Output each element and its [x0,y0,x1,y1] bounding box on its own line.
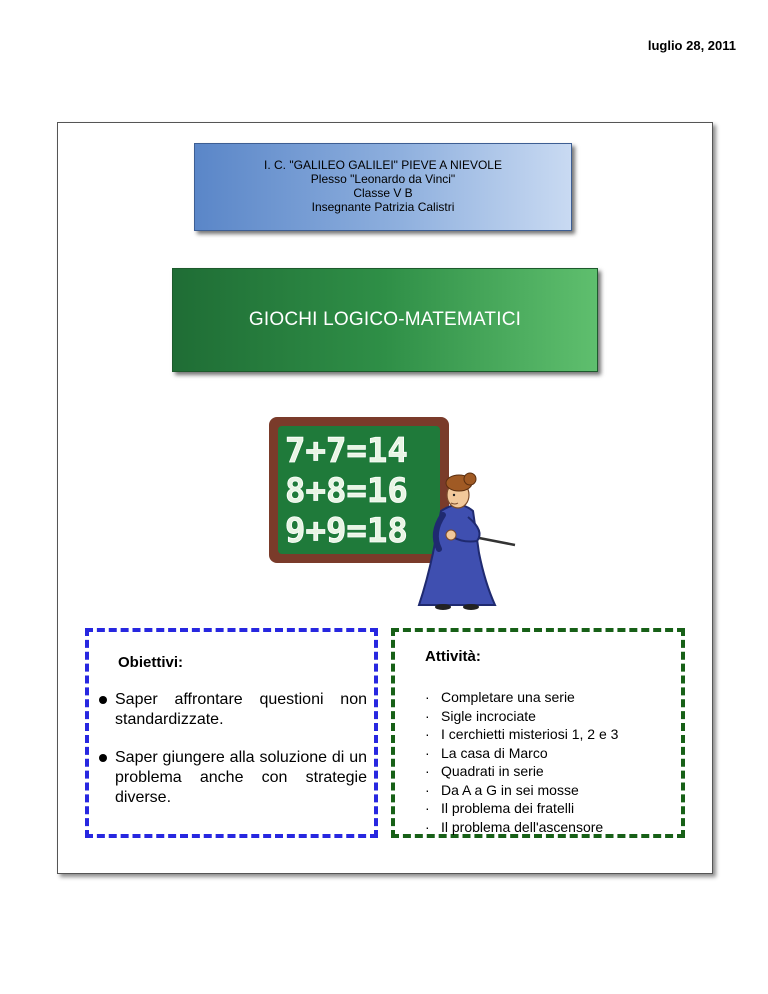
activity-item-2: · Sigle incrociate [425,707,618,726]
activities-list [425,688,618,836]
objectives-panel [85,628,378,838]
school-name: I. C. "GALILEO GALILEI" PIEVE A NIEVOLE [264,158,502,172]
board-line-1: 7+7=14 [285,431,408,471]
activity-item-1: · Completare una serie [425,688,618,707]
activity-item-6: · Da A a G in sei mosse [425,781,618,800]
board-line-3: 9+9=18 [285,511,408,551]
activity-item-4: · La casa di Marco [425,744,618,763]
document-page [57,122,713,874]
page-title: GIOCHI LOGICO-MATEMATICI [172,268,598,372]
objective-item-1: Saper affrontare questioni non standardizzate. [99,690,367,730]
objectives-heading: Obiettivi: [118,654,184,671]
school-teacher: Insegnante Patrizia Calistri [311,200,455,214]
teacher-at-chalkboard-icon [263,413,523,613]
activities-panel [391,628,685,838]
activities-heading: Attività: [425,648,481,665]
board-line-2: 8+8=16 [285,471,408,511]
objective-item-2: Saper giungere alla soluzione di un problema anche con strategie diverse. [99,748,367,808]
school-info-box [194,143,572,231]
school-branch: Plesso "Leonardo da Vinci" [310,172,456,186]
activity-item-3: · I cerchietti misteriosi 1, 2 e 3 [425,725,618,744]
page-date: luglio 28, 2011 [647,38,736,53]
activity-item-8: · Il problema dell'ascensore [425,818,618,837]
activity-item-7: · Il problema dei fratelli [425,799,618,818]
school-class: Classe V B [353,186,413,200]
activity-item-5: · Quadrati in serie [425,762,618,781]
objectives-list [99,690,367,826]
